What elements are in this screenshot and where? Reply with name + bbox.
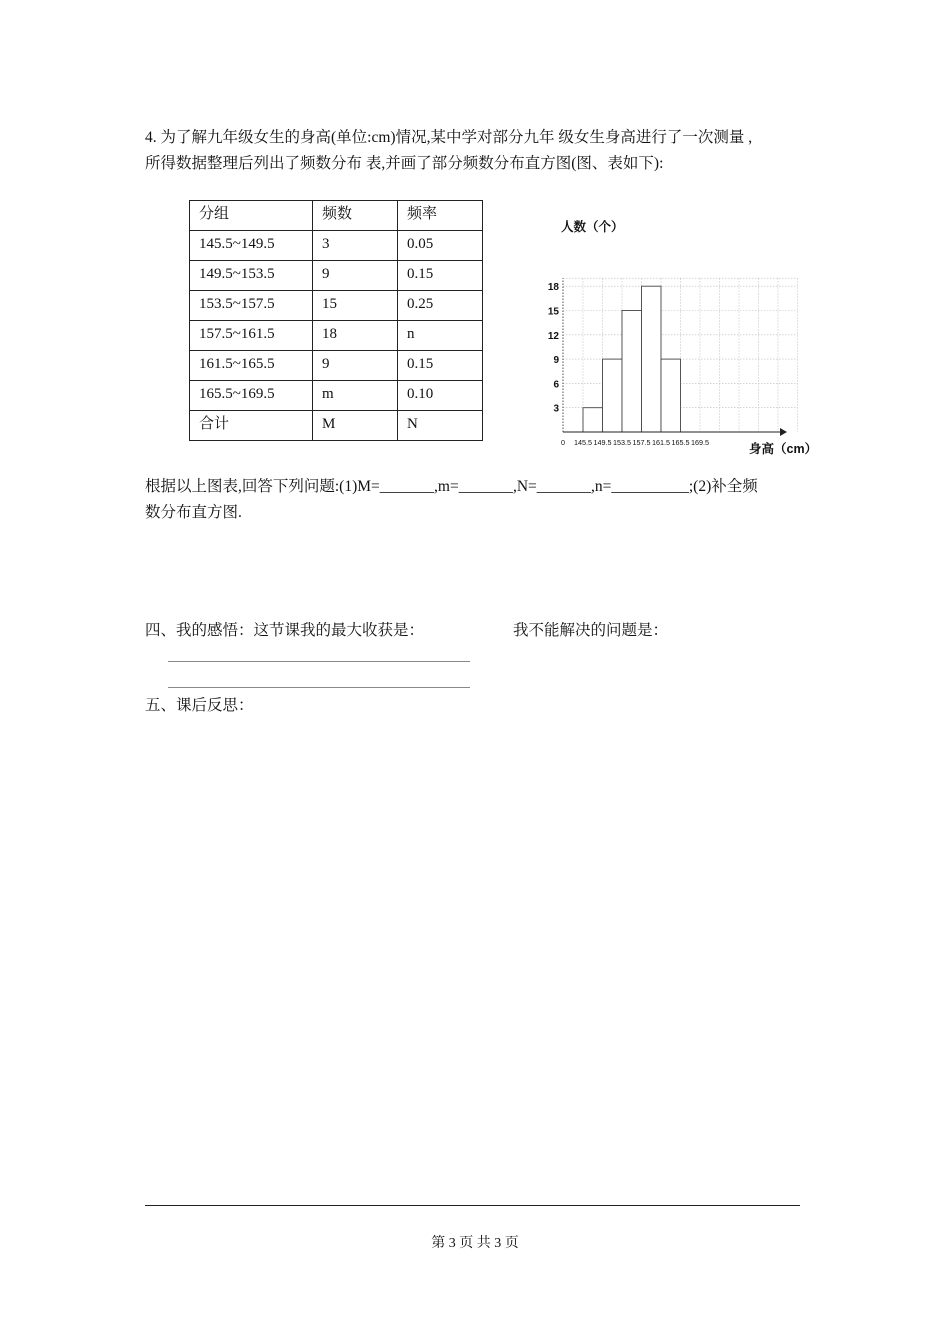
y-tick-label: 15 bbox=[547, 306, 559, 318]
table-cell: 161.5~165.5 bbox=[190, 351, 313, 381]
table-row bbox=[190, 291, 483, 321]
writing-line[interactable] bbox=[168, 661, 470, 662]
table-cell: 9 bbox=[313, 261, 398, 291]
x-tick-label: 161.5 bbox=[652, 438, 670, 447]
reflection-problem-label: 我不能解决的问题是： bbox=[513, 622, 669, 639]
x-tick-label: 165.5 bbox=[671, 438, 690, 447]
question-line-1: 4. 为了解九年级女生的身高(单位:cm)情况,某中学对部分九年 级女生身高进行了一次测量 , bbox=[145, 129, 753, 146]
table-cell: 18 bbox=[313, 321, 398, 351]
y-tick-label: 18 bbox=[547, 282, 559, 294]
reflection-gain-label: 四、我的感悟：这节课我的最大收获是： bbox=[145, 622, 425, 639]
table-row bbox=[190, 381, 483, 411]
answer-line-2: 数分布直方图. bbox=[145, 504, 242, 521]
question-4 bbox=[145, 125, 813, 177]
table-cell: 165.5~169.5 bbox=[190, 381, 313, 411]
table-cell: 15 bbox=[313, 291, 398, 321]
table-cell: 0.15 bbox=[398, 261, 483, 291]
y-axis-title: 人数（个） bbox=[561, 220, 624, 234]
histogram-bar bbox=[642, 286, 662, 432]
table-cell: 合计 bbox=[190, 411, 313, 441]
table-header-cell: 分组 bbox=[190, 201, 313, 231]
x-axis-arrow bbox=[780, 428, 787, 436]
histogram-bar bbox=[603, 359, 623, 432]
x-tick-label: 169.5 bbox=[691, 438, 709, 447]
histogram-bar bbox=[622, 311, 642, 433]
table-row bbox=[190, 321, 483, 351]
table-cell: 157.5~161.5 bbox=[190, 321, 313, 351]
frequency-table bbox=[189, 200, 483, 441]
x-tick-label: 145.5 bbox=[574, 438, 592, 447]
x-tick-label: 0 bbox=[561, 438, 565, 447]
x-axis-title: 身高（cm） bbox=[749, 442, 818, 456]
x-tick-label: 153.5 bbox=[613, 438, 631, 447]
footer-rule bbox=[145, 1205, 800, 1206]
table-cell: 9 bbox=[313, 351, 398, 381]
writing-line[interactable] bbox=[168, 687, 470, 688]
histogram-bar bbox=[583, 408, 603, 432]
table-cell: 3 bbox=[313, 231, 398, 261]
table-row bbox=[190, 261, 483, 291]
table-header-cell: 频率 bbox=[398, 201, 483, 231]
table-cell: m bbox=[313, 381, 398, 411]
page-number: 第 3 页 共 3 页 bbox=[431, 1236, 519, 1251]
reflection-section-5: 五、课后反思： bbox=[145, 697, 254, 714]
y-tick-label: 6 bbox=[553, 379, 559, 391]
table-cell: 0.10 bbox=[398, 381, 483, 411]
table-row bbox=[190, 231, 483, 261]
table-cell: 153.5~157.5 bbox=[190, 291, 313, 321]
table-cell: N bbox=[398, 411, 483, 441]
table-cell: 145.5~149.5 bbox=[190, 231, 313, 261]
table-row bbox=[190, 351, 483, 381]
histogram-bar bbox=[661, 359, 681, 432]
table-cell: M bbox=[313, 411, 398, 441]
table-cell: 149.5~153.5 bbox=[190, 261, 313, 291]
table-cell: 0.15 bbox=[398, 351, 483, 381]
histogram-chart bbox=[535, 210, 825, 460]
answer-prompt bbox=[145, 474, 813, 526]
y-tick-label: 12 bbox=[547, 330, 559, 342]
table-header-row bbox=[190, 201, 483, 231]
x-tick-label: 157.5 bbox=[632, 438, 651, 447]
table-cell: 0.05 bbox=[398, 231, 483, 261]
table-header-cell: 频数 bbox=[313, 201, 398, 231]
y-tick-label: 3 bbox=[553, 403, 559, 415]
answer-line-1: 根据以上图表,回答下列问题:(1)M=_______,m=_______,N=_______,n=__________;(2)补全频 bbox=[145, 478, 758, 495]
table-cell: 0.25 bbox=[398, 291, 483, 321]
x-tick-label: 149.5 bbox=[593, 438, 612, 447]
table-row bbox=[190, 411, 483, 441]
question-line-2: 所得数据整理后列出了频数分布 表,并画了部分频数分布直方图(图、表如下): bbox=[145, 155, 664, 172]
y-tick-label: 9 bbox=[553, 355, 559, 367]
table-cell: n bbox=[398, 321, 483, 351]
reflection-section-4 bbox=[145, 618, 845, 644]
